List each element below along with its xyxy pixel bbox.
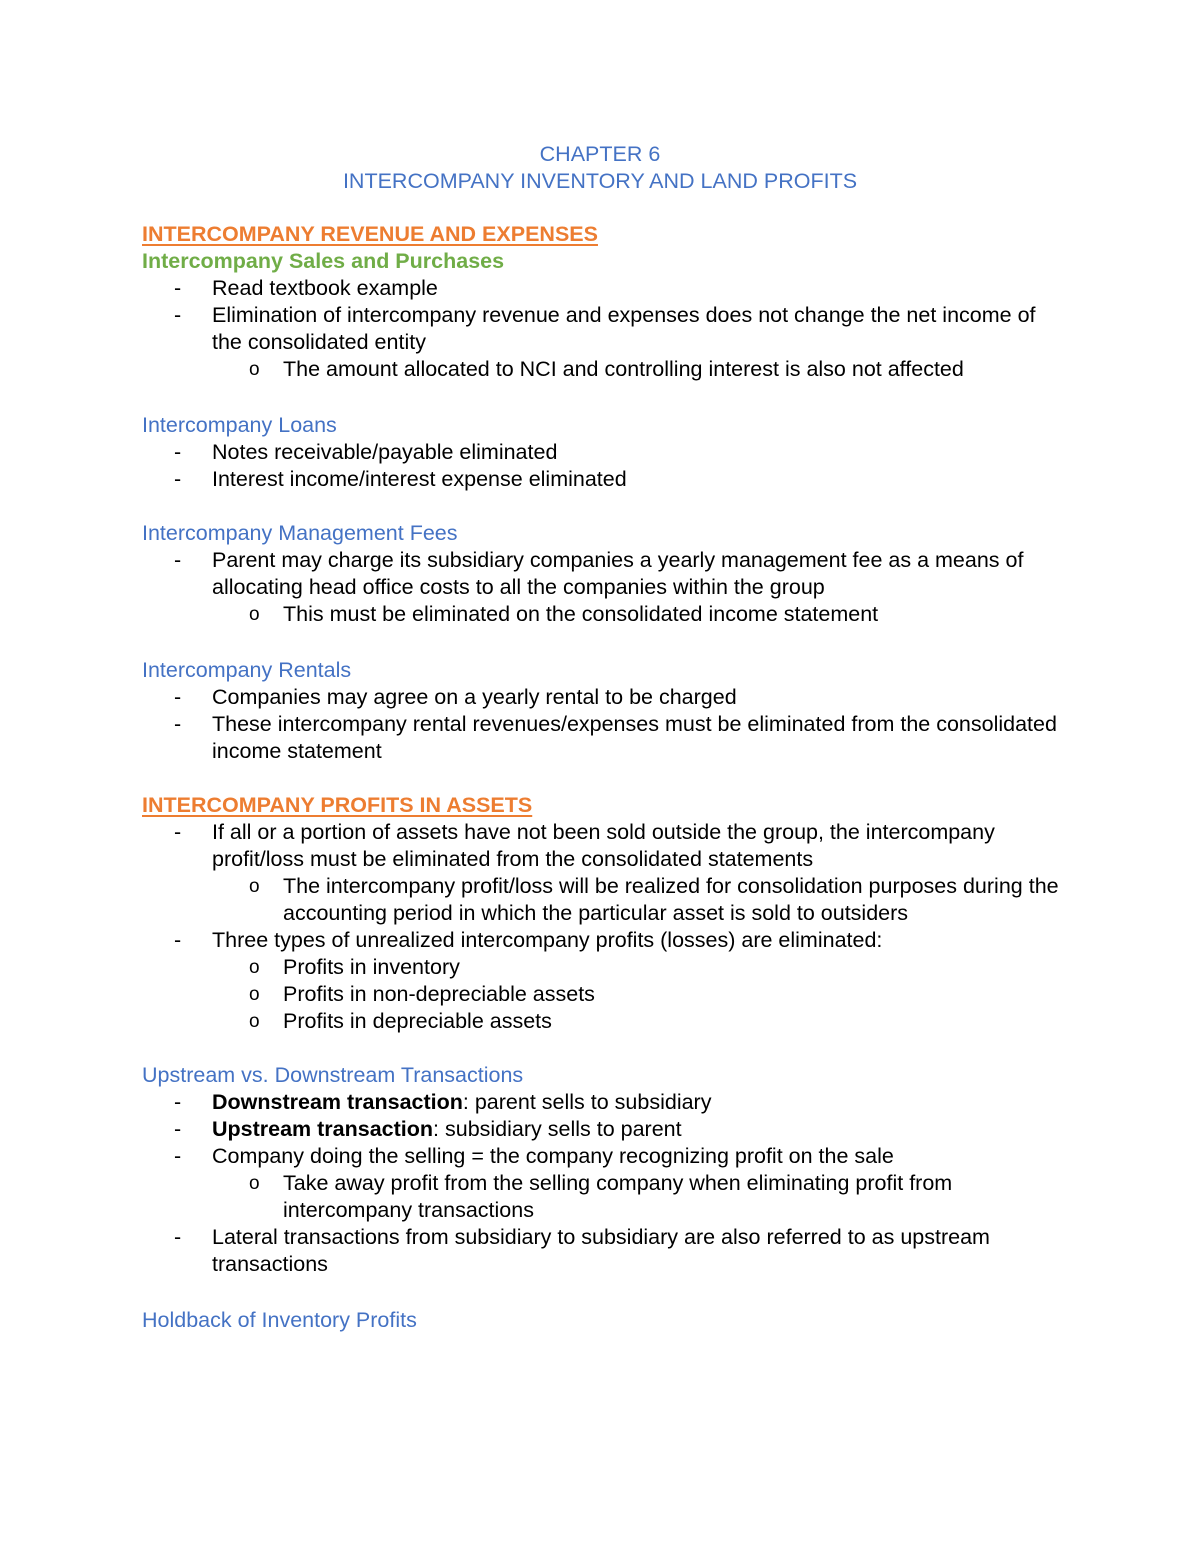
sub-list-item: o The intercompany profit/loss will be realized for consolidation purposes during the accounting period in which the particular asset is sold to outsiders (249, 874, 1059, 925)
dash-bullet: - (174, 1117, 182, 1141)
subheading-management-fees: Intercompany Management Fees (142, 521, 458, 545)
circle-bullet: o (249, 957, 260, 978)
circle-bullet: o (249, 984, 260, 1005)
sales-list (142, 275, 1062, 383)
sub-list-item: o Profits in depreciable assets (249, 1009, 552, 1033)
list-item: - Read textbook example (174, 276, 438, 300)
sub-list-item: o Profits in inventory (249, 955, 460, 979)
dash-bullet: - (174, 1090, 182, 1114)
loans-list (142, 439, 1062, 493)
dash-bullet: - (174, 712, 182, 736)
list-item: - Parent may charge its subsidiary companies a yearly management fee as a means of allocating head office costs to all the companies within the group o This must be eliminated on the consolidated income statement (142, 547, 1062, 628)
sales-sublist (212, 356, 1062, 383)
list-item: - These intercompany rental revenues/expenses must be eliminated from the consolidated income statement (174, 712, 1057, 763)
dash-bullet: - (174, 928, 182, 952)
term-downstream: Downstream transaction (212, 1090, 463, 1114)
dash-bullet: - (174, 1144, 182, 1168)
chapter-title: INTERCOMPANY INVENTORY AND LAND PROFITS (342, 169, 858, 193)
sub-list-item: o This must be eliminated on the consolidated income statement (249, 602, 879, 626)
dash-bullet: - (174, 685, 182, 709)
profits-assets-sublist-a (212, 873, 1062, 927)
dash-bullet: - (174, 303, 182, 327)
circle-bullet: o (249, 604, 260, 625)
chapter-number: CHAPTER 6 (539, 142, 661, 166)
list-item: - Elimination of intercompany revenue and expenses does not change the net income of the consolidated entity o The amount allocated to NCI and controlling interest is also not affected (142, 302, 1062, 383)
sub-list-item: o Take away profit from the selling company when eliminating profit from intercompany transactions (249, 1171, 953, 1222)
sub-list-item: o Profits in non-depreciable assets (249, 982, 595, 1006)
section-heading-revenue-expenses: INTERCOMPANY REVENUE AND EXPENSES (142, 222, 598, 246)
profits-assets-sublist-b (212, 954, 1062, 1035)
circle-bullet: o (249, 876, 260, 897)
list-item: - Lateral transactions from subsidiary to subsidiary are also referred to as upstream transactions (174, 1225, 990, 1276)
list-item: - If all or a portion of assets have not been sold outside the group, the intercompany profit/loss must be eliminated from the consolidated statements o The intercompany profit/loss will be realized for consolidation purposes during the accounting period in which the particular asset is sold to outsiders (142, 819, 1062, 927)
list-item: - Three types of unrealized intercompany profits (losses) are eliminated: o Profits in inventory o Profits in non-depreciable assets o Profits in depreciable assets (142, 927, 1062, 1035)
subheading-upstream-downstream: Upstream vs. Downstream Transactions (142, 1063, 524, 1087)
sub-list-item: o The amount allocated to NCI and controlling interest is also not affected (249, 357, 964, 381)
list-item (142, 1116, 1062, 1143)
subheading-sales-purchases: Intercompany Sales and Purchases (142, 249, 505, 273)
circle-bullet: o (249, 359, 260, 380)
def-upstream: : subsidiary sells to parent (433, 1117, 682, 1141)
circle-bullet: o (249, 1173, 260, 1194)
rentals-list (142, 684, 1062, 765)
updown-sublist (212, 1170, 1062, 1224)
dash-bullet: - (174, 440, 182, 464)
dash-bullet: - (174, 276, 182, 300)
list-item: - Companies may agree on a yearly rental to be charged (174, 685, 737, 709)
dash-bullet: - (174, 1225, 182, 1249)
section-heading-profits-in-assets: INTERCOMPANY PROFITS IN ASSETS (142, 793, 533, 817)
list-item: - Notes receivable/payable eliminated (174, 440, 558, 464)
list-item: - Company doing the selling = the company recognizing profit on the sale o Take away profit from the selling company when eliminating profit from intercompany transactions (142, 1143, 1062, 1224)
list-item: - Interest income/interest expense eliminated (174, 467, 627, 491)
fees-list (142, 547, 1062, 628)
def-downstream: : parent sells to subsidiary (462, 1090, 712, 1114)
subheading-rentals: Intercompany Rentals (142, 658, 352, 682)
dash-bullet: - (174, 548, 182, 572)
term-upstream: Upstream transaction (212, 1117, 434, 1141)
updown-list (142, 1089, 1062, 1278)
profits-assets-list (142, 819, 1062, 1035)
document-content (142, 141, 1062, 1334)
circle-bullet: o (249, 1011, 260, 1032)
dash-bullet: - (174, 820, 182, 844)
dash-bullet: - (174, 467, 182, 491)
subheading-loans: Intercompany Loans (142, 413, 337, 437)
list-item (142, 1089, 1062, 1116)
fees-sublist (212, 601, 1062, 628)
subheading-holdback: Holdback of Inventory Profits (142, 1308, 417, 1332)
